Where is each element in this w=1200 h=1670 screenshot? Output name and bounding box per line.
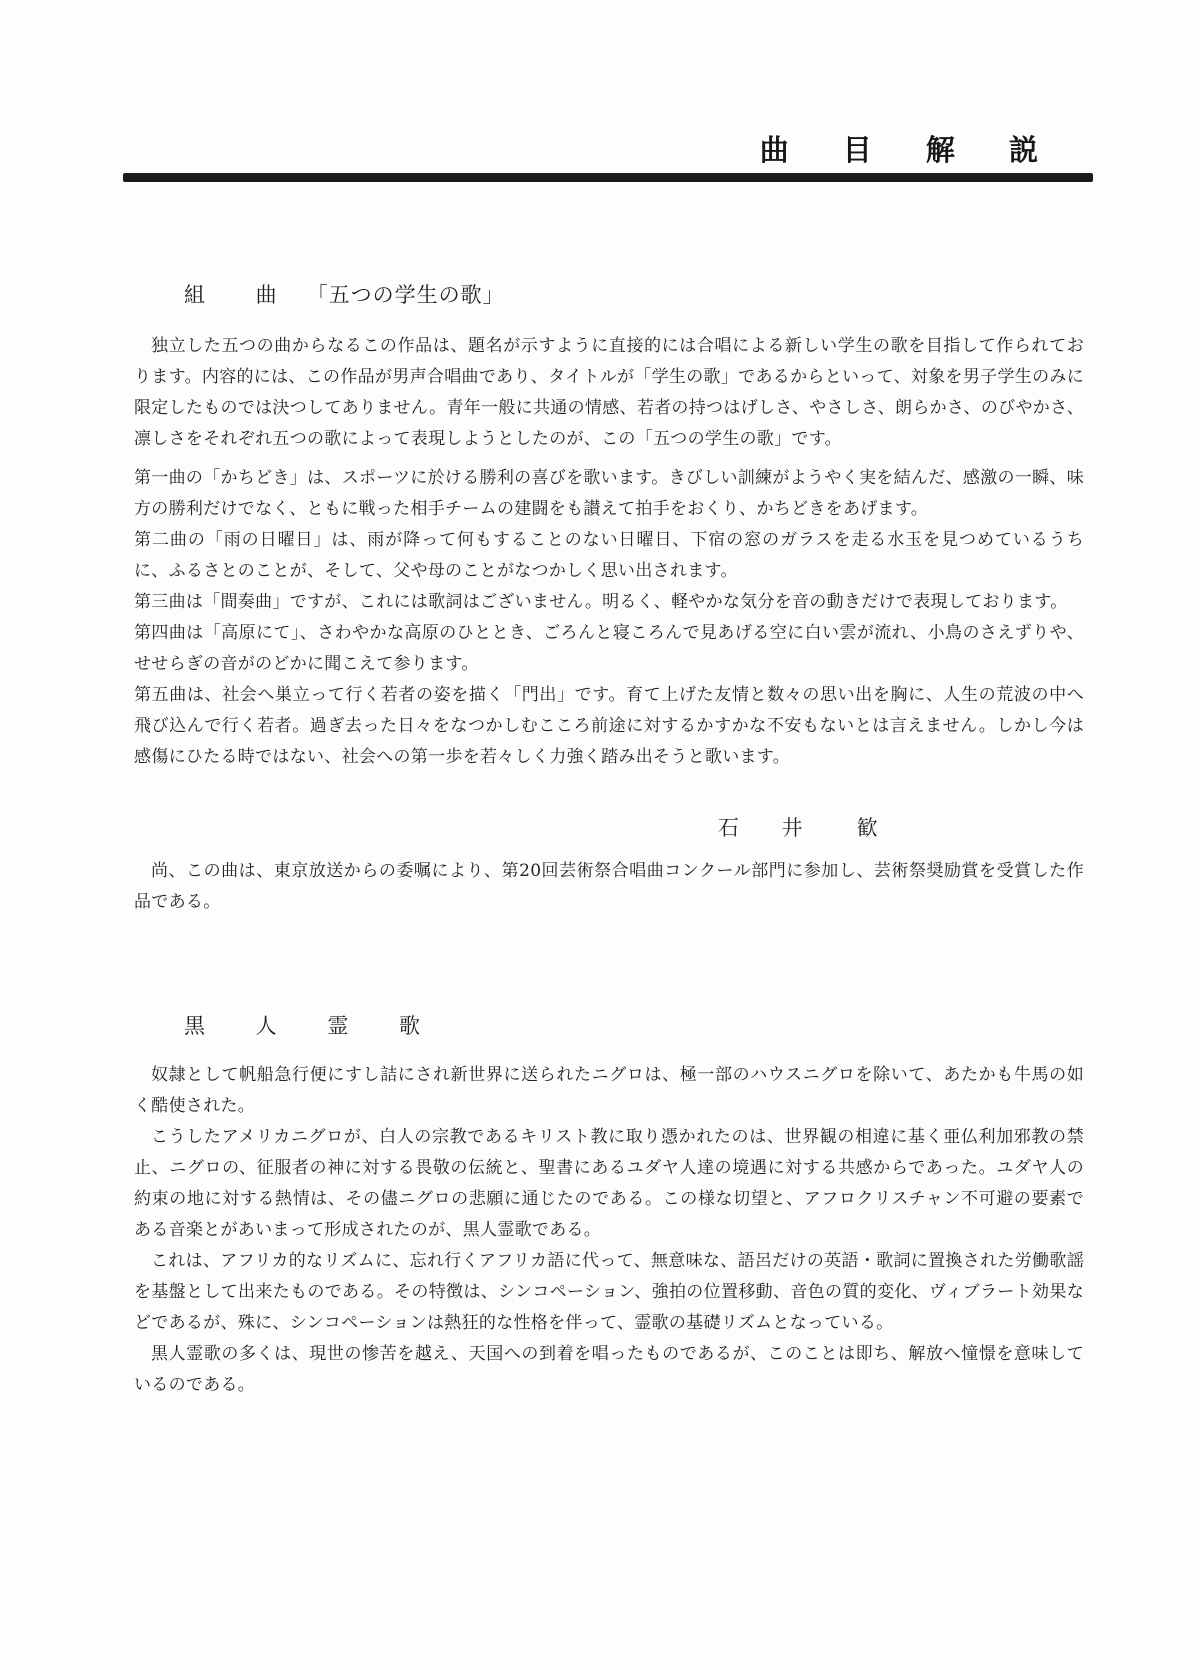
header-divider bbox=[123, 173, 1093, 182]
paragraph: 第三曲は「間奏曲」ですが、これには歌詞はございません。明るく、軽やかな気分を音の動きだけで表現しております。 bbox=[134, 592, 1068, 612]
author-given-name: 歓 bbox=[856, 816, 896, 840]
suite-movements bbox=[134, 463, 1084, 773]
paragraph: 独立した五つの曲からなるこの作品は、題名が示すように直接的には合唱による新しい学生の歌を目指して作られております。内容的には、この作品が男声合唱曲であり、タイトルが「学生の歌」であるからといって、対象を男子学生のみに限定したものでは決つしてありません。青年一般に共通の情感、若者の持つはげしさ、やさしさ、朗らかさ、のびやかさ、凛しさをそれぞれ五つの歌によって表現しようとしたのが、この「五つの学生の歌」です。 bbox=[134, 336, 1084, 449]
suite-note bbox=[134, 856, 1084, 918]
page-title: 曲 目 解 説 bbox=[759, 133, 1060, 167]
section-title-suite bbox=[184, 279, 505, 309]
paragraph: 第一曲の「かちどき」は、スポーツに於ける勝利の喜びを歌います。きびしい訓練がようやく実を結んだ、感激の一瞬、味方の勝利だけでなく、ともに戦った相手チームの建闘をも讃えて拍手をおくり、かちどきをあげます。 bbox=[134, 468, 1084, 519]
paragraph: 黒人霊歌の多くは、現世の惨苦を越え、天国への到着を唱ったものであるが、このことは即ち、解放へ憧憬を意味しているのである。 bbox=[134, 1344, 1084, 1395]
section-subtitle: 「五つの学生の歌」 bbox=[306, 283, 505, 307]
paragraph: 第四曲は「高原にて」、さわやかな高原のひととき、ごろんと寝ころんで見あげる空に白い雲が流れ、小鳥のさえずりや、せせらぎの音がのどかに聞こえて参ります。 bbox=[134, 623, 1084, 674]
paragraph: 第五曲は、社会へ巣立って行く若者の姿を描く「門出」です。育て上げた友情と数々の思い出を胸に、人生の荒波の中へ飛び込んで行く若者。過ぎ去った日々をなつかしむこころ前途に対するかすかな不安もないとは言えません。しかし今は感傷にひたる時ではない、社会への第一歩を若々しく力強く踏み出そうと歌います。 bbox=[134, 685, 1084, 767]
paragraph: 第二曲の「雨の日曜日」は、雨が降って何もすることのない日曜日、下宿の窓のガラスを走る水玉を見つめているうちに、ふるさとのことが、そして、父や母のことがなつかしく思い出されます。 bbox=[134, 530, 1084, 581]
section-title-spirituals bbox=[184, 1010, 442, 1040]
author-name bbox=[718, 812, 896, 842]
section-label: 黒 人 霊 歌 bbox=[184, 1014, 443, 1038]
paragraph: これは、アフリカ的なリズムに、忘れ行くアフリカ語に代って、無意味な、語呂だけの英語・歌詞に置換された労働歌謡を基盤として出来たものである。その特徴は、シンコペーション、強拍の位置移動、音色の質的変化、ヴィブラート効果などであるが、殊に、シンコペーションは熱狂的な性格を伴って、霊歌の基礎リズムとなっている。 bbox=[134, 1251, 1084, 1333]
paragraph: こうしたアメリカニグロが、白人の宗教であるキリスト教に取り憑かれたのは、世界観の相違に基く亜仏利加邪教の禁止、ニグロの、征服者の神に対する畏敬の伝統と、聖書にあるユダヤ人達の境遇に対する共感からであった。ユダヤ人の約束の地に対する熱情は、その儘ニグロの悲願に通じたのである。この様な切望と、アフロクリスチャン不可避の要素である音楽とがあいまって形成されたのが、黒人霊歌である。 bbox=[134, 1127, 1084, 1240]
paragraph: 奴隷として帆船急行便にすし詰にされ新世界に送られたニグロは、極一部のハウスニグロを除いて、あたかも牛馬の如く酷使された。 bbox=[134, 1065, 1085, 1116]
author-family-name: 石 井 bbox=[718, 816, 821, 840]
suite-intro bbox=[134, 331, 1084, 455]
paragraph: 尚、この曲は、東京放送からの委嘱により、第20回芸術祭合唱曲コンクール部門に参加し、芸術祭奨励賞を受賞した作品である。 bbox=[134, 861, 1084, 912]
section-label: 組 曲 bbox=[184, 283, 299, 307]
spirituals-text bbox=[134, 1060, 1084, 1401]
